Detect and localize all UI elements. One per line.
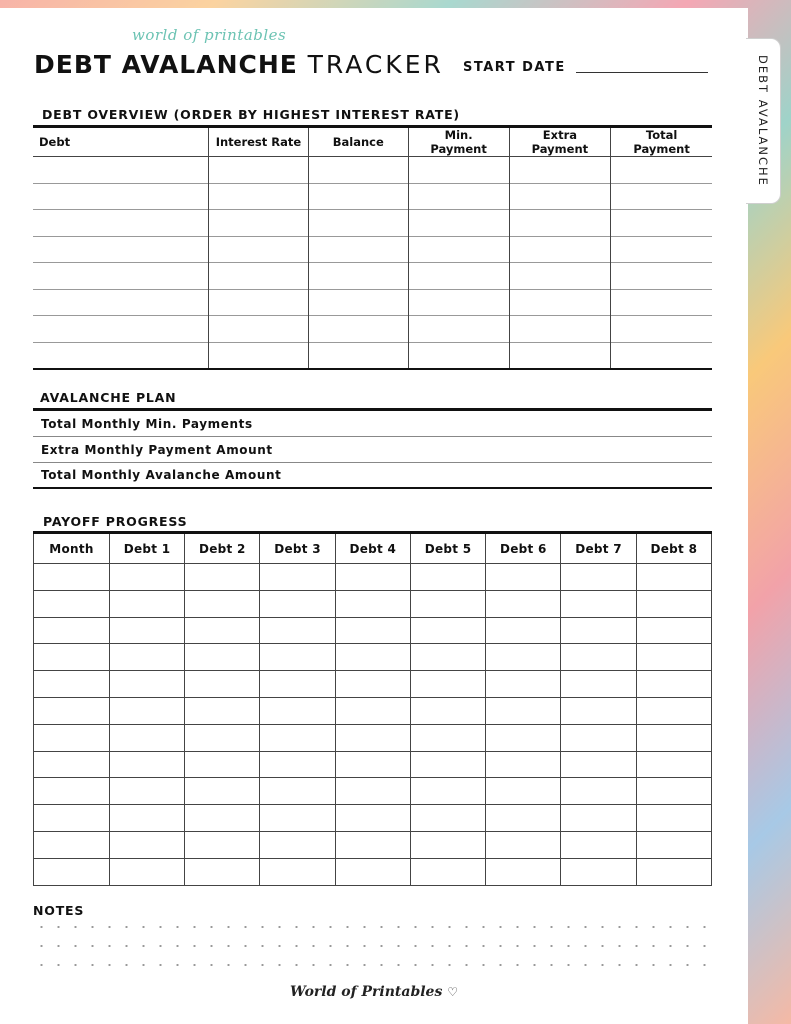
plan-row[interactable]: Total Monthly Avalanche Amount <box>33 463 712 489</box>
progress-column-header: Debt 6 <box>486 533 561 564</box>
overview-cell[interactable] <box>33 342 209 369</box>
notes-line[interactable] <box>33 945 715 947</box>
progress-cell[interactable] <box>335 671 410 698</box>
progress-cell[interactable] <box>636 697 711 724</box>
progress-cell[interactable] <box>335 617 410 644</box>
progress-cell[interactable] <box>561 644 636 671</box>
progress-cell[interactable] <box>561 778 636 805</box>
progress-cell[interactable] <box>185 564 260 591</box>
overview-cell[interactable] <box>408 342 509 369</box>
progress-cell[interactable] <box>34 590 110 617</box>
progress-column-header: Debt 3 <box>260 533 335 564</box>
progress-cell[interactable] <box>34 617 110 644</box>
overview-column-header: Debt <box>33 127 209 157</box>
progress-cell[interactable] <box>109 805 184 832</box>
progress-cell[interactable] <box>410 644 485 671</box>
overview-cell[interactable] <box>408 157 509 184</box>
progress-cell[interactable] <box>185 778 260 805</box>
progress-cell[interactable] <box>109 831 184 858</box>
progress-cell[interactable] <box>335 697 410 724</box>
overview-row <box>33 263 712 290</box>
progress-cell[interactable] <box>636 671 711 698</box>
progress-cell[interactable] <box>109 858 184 885</box>
progress-cell[interactable] <box>34 564 110 591</box>
progress-row <box>34 564 712 591</box>
overview-row <box>33 289 712 316</box>
progress-cell[interactable] <box>410 805 485 832</box>
progress-heading: PAYOFF PROGRESS <box>43 514 188 529</box>
title-bold: DEBT AVALANCHE <box>34 50 298 79</box>
progress-cell[interactable] <box>410 564 485 591</box>
progress-cell[interactable] <box>486 590 561 617</box>
progress-cell[interactable] <box>561 805 636 832</box>
progress-row <box>34 858 712 885</box>
progress-cell[interactable] <box>636 751 711 778</box>
progress-cell[interactable] <box>486 564 561 591</box>
progress-cell[interactable] <box>410 617 485 644</box>
overview-cell[interactable] <box>33 183 209 210</box>
overview-cell[interactable] <box>308 316 408 343</box>
progress-cell[interactable] <box>561 697 636 724</box>
brand-script-logo: world of printables <box>132 26 287 44</box>
progress-cell[interactable] <box>486 724 561 751</box>
progress-cell[interactable] <box>636 778 711 805</box>
progress-cell[interactable] <box>34 644 110 671</box>
overview-cell[interactable] <box>611 236 712 263</box>
overview-cell[interactable] <box>509 289 611 316</box>
progress-cell[interactable] <box>260 805 335 832</box>
overview-cell[interactable] <box>209 289 309 316</box>
overview-cell[interactable] <box>509 342 611 369</box>
overview-cell[interactable] <box>33 316 209 343</box>
progress-row <box>34 778 712 805</box>
overview-cell[interactable] <box>33 210 209 237</box>
progress-cell[interactable] <box>486 617 561 644</box>
overview-column-header: Balance <box>308 127 408 157</box>
progress-cell[interactable] <box>636 617 711 644</box>
progress-column-header: Month <box>34 533 110 564</box>
overview-cell[interactable] <box>611 316 712 343</box>
overview-cell[interactable] <box>611 210 712 237</box>
overview-row <box>33 316 712 343</box>
progress-row <box>34 751 712 778</box>
progress-cell[interactable] <box>486 778 561 805</box>
progress-cell[interactable] <box>260 724 335 751</box>
footer-brand-text: World of Printables <box>290 984 443 1000</box>
progress-cell[interactable] <box>109 751 184 778</box>
progress-cell[interactable] <box>34 831 110 858</box>
progress-cell[interactable] <box>260 617 335 644</box>
progress-cell[interactable] <box>486 751 561 778</box>
progress-cell[interactable] <box>109 697 184 724</box>
progress-cell[interactable] <box>34 858 110 885</box>
overview-cell[interactable] <box>33 289 209 316</box>
overview-heading: DEBT OVERVIEW (ORDER BY HIGHEST INTEREST RATE) <box>42 107 460 122</box>
progress-column-header: Debt 4 <box>335 533 410 564</box>
progress-row <box>34 590 712 617</box>
progress-cell[interactable] <box>410 778 485 805</box>
overview-cell[interactable] <box>308 289 408 316</box>
progress-cell[interactable] <box>185 805 260 832</box>
overview-row <box>33 236 712 263</box>
progress-cell[interactable] <box>34 671 110 698</box>
overview-cell[interactable] <box>308 236 408 263</box>
overview-cell[interactable] <box>209 183 309 210</box>
progress-cell[interactable] <box>335 724 410 751</box>
progress-cell[interactable] <box>109 564 184 591</box>
overview-cell[interactable] <box>209 316 309 343</box>
progress-cell[interactable] <box>185 751 260 778</box>
side-tab-label: DEBT AVALANCHE <box>756 55 770 187</box>
overview-cell[interactable] <box>509 157 611 184</box>
overview-cell[interactable] <box>408 289 509 316</box>
notes-line[interactable] <box>33 926 715 928</box>
progress-cell[interactable] <box>185 831 260 858</box>
overview-cell[interactable] <box>308 183 408 210</box>
progress-row <box>34 644 712 671</box>
progress-cell[interactable] <box>260 644 335 671</box>
progress-cell[interactable] <box>636 858 711 885</box>
progress-cell[interactable] <box>109 644 184 671</box>
progress-column-header: Debt 2 <box>185 533 260 564</box>
overview-cell[interactable] <box>611 263 712 290</box>
progress-column-header: Debt 8 <box>636 533 711 564</box>
progress-cell[interactable] <box>260 778 335 805</box>
progress-row <box>34 617 712 644</box>
progress-column-header: Debt 1 <box>109 533 184 564</box>
progress-cell[interactable] <box>486 671 561 698</box>
side-tab[interactable] <box>746 38 781 204</box>
overview-cell[interactable] <box>611 289 712 316</box>
progress-cell[interactable] <box>109 671 184 698</box>
progress-cell[interactable] <box>335 751 410 778</box>
overview-cell[interactable] <box>408 210 509 237</box>
title-light: TRACKER <box>307 50 444 79</box>
progress-cell[interactable] <box>410 590 485 617</box>
start-date-field[interactable] <box>576 72 708 73</box>
progress-row <box>34 671 712 698</box>
overview-row <box>33 210 712 237</box>
progress-row <box>34 697 712 724</box>
overview-cell[interactable] <box>33 236 209 263</box>
progress-cell[interactable] <box>335 590 410 617</box>
progress-cell[interactable] <box>486 858 561 885</box>
progress-cell[interactable] <box>410 671 485 698</box>
progress-column-header: Debt 5 <box>410 533 485 564</box>
progress-cell[interactable] <box>561 671 636 698</box>
overview-cell[interactable] <box>611 342 712 369</box>
page-title <box>34 50 444 79</box>
overview-cell[interactable] <box>509 236 611 263</box>
overview-cell[interactable] <box>33 157 209 184</box>
progress-cell[interactable] <box>109 724 184 751</box>
progress-cell[interactable] <box>410 724 485 751</box>
progress-cell[interactable] <box>185 858 260 885</box>
progress-cell[interactable] <box>109 617 184 644</box>
progress-cell[interactable] <box>636 831 711 858</box>
payoff-progress-table <box>33 531 712 886</box>
overview-column-header: Interest Rate <box>209 127 309 157</box>
progress-cell[interactable] <box>335 644 410 671</box>
progress-cell[interactable] <box>486 805 561 832</box>
progress-cell[interactable] <box>34 697 110 724</box>
progress-cell[interactable] <box>636 644 711 671</box>
progress-cell[interactable] <box>561 858 636 885</box>
progress-cell[interactable] <box>561 831 636 858</box>
progress-cell[interactable] <box>486 831 561 858</box>
overview-cell[interactable] <box>408 316 509 343</box>
overview-column-header: Min. Payment <box>408 127 509 157</box>
progress-cell[interactable] <box>109 778 184 805</box>
overview-row <box>33 183 712 210</box>
overview-column-header: Extra Payment <box>509 127 611 157</box>
progress-cell[interactable] <box>260 564 335 591</box>
progress-row <box>34 831 712 858</box>
overview-cell[interactable] <box>408 236 509 263</box>
progress-cell[interactable] <box>185 697 260 724</box>
overview-cell[interactable] <box>611 183 712 210</box>
notes-heading: NOTES <box>33 903 85 918</box>
footer-logo <box>0 984 748 1000</box>
overview-cell[interactable] <box>209 236 309 263</box>
progress-cell[interactable] <box>561 590 636 617</box>
overview-cell[interactable] <box>611 157 712 184</box>
progress-cell[interactable] <box>486 697 561 724</box>
progress-cell[interactable] <box>561 751 636 778</box>
progress-cell[interactable] <box>636 590 711 617</box>
overview-cell[interactable] <box>509 210 611 237</box>
plan-row[interactable]: Extra Monthly Payment Amount <box>33 437 712 463</box>
progress-cell[interactable] <box>561 564 636 591</box>
overview-row <box>33 342 712 369</box>
overview-column-header: Total Payment <box>611 127 712 157</box>
progress-cell[interactable] <box>410 858 485 885</box>
overview-header-row <box>33 127 712 157</box>
progress-cell[interactable] <box>410 831 485 858</box>
avalanche-plan-list <box>33 408 712 489</box>
progress-cell[interactable] <box>185 671 260 698</box>
debt-overview-table <box>33 125 712 370</box>
overview-cell[interactable] <box>509 263 611 290</box>
overview-cell[interactable] <box>209 263 309 290</box>
overview-cell[interactable] <box>308 263 408 290</box>
progress-cell[interactable] <box>561 724 636 751</box>
progress-cell[interactable] <box>260 831 335 858</box>
overview-cell[interactable] <box>308 210 408 237</box>
overview-cell[interactable] <box>509 183 611 210</box>
progress-cell[interactable] <box>561 617 636 644</box>
progress-cell[interactable] <box>335 564 410 591</box>
overview-cell[interactable] <box>209 210 309 237</box>
plan-heading: AVALANCHE PLAN <box>40 390 177 405</box>
progress-cell[interactable] <box>636 564 711 591</box>
progress-cell[interactable] <box>260 858 335 885</box>
overview-cell[interactable] <box>509 316 611 343</box>
overview-cell[interactable] <box>33 263 209 290</box>
progress-cell[interactable] <box>335 831 410 858</box>
progress-cell[interactable] <box>185 590 260 617</box>
heart-outline-icon: ♡ <box>447 985 458 999</box>
progress-cell[interactable] <box>260 751 335 778</box>
progress-header-row <box>34 533 712 564</box>
progress-cell[interactable] <box>34 805 110 832</box>
progress-cell[interactable] <box>185 617 260 644</box>
plan-row[interactable]: Total Monthly Min. Payments <box>33 411 712 437</box>
progress-cell[interactable] <box>410 697 485 724</box>
progress-cell[interactable] <box>486 644 561 671</box>
overview-row <box>33 157 712 184</box>
progress-column-header: Debt 7 <box>561 533 636 564</box>
progress-cell[interactable] <box>410 751 485 778</box>
overview-cell[interactable] <box>408 263 509 290</box>
progress-cell[interactable] <box>335 858 410 885</box>
progress-cell[interactable] <box>335 778 410 805</box>
progress-cell[interactable] <box>109 590 184 617</box>
overview-cell[interactable] <box>308 157 408 184</box>
progress-cell[interactable] <box>185 724 260 751</box>
progress-cell[interactable] <box>260 590 335 617</box>
progress-cell[interactable] <box>636 724 711 751</box>
overview-cell[interactable] <box>209 157 309 184</box>
start-date-label: START DATE <box>463 60 566 75</box>
progress-row <box>34 805 712 832</box>
overview-cell[interactable] <box>209 342 309 369</box>
notes-line[interactable] <box>33 964 715 966</box>
progress-cell[interactable] <box>185 644 260 671</box>
progress-cell[interactable] <box>636 805 711 832</box>
progress-cell[interactable] <box>260 697 335 724</box>
progress-row <box>34 724 712 751</box>
progress-cell[interactable] <box>34 724 110 751</box>
progress-cell[interactable] <box>260 671 335 698</box>
progress-cell[interactable] <box>335 805 410 832</box>
progress-cell[interactable] <box>34 751 110 778</box>
overview-cell[interactable] <box>408 183 509 210</box>
overview-cell[interactable] <box>308 342 408 369</box>
progress-cell[interactable] <box>34 778 110 805</box>
